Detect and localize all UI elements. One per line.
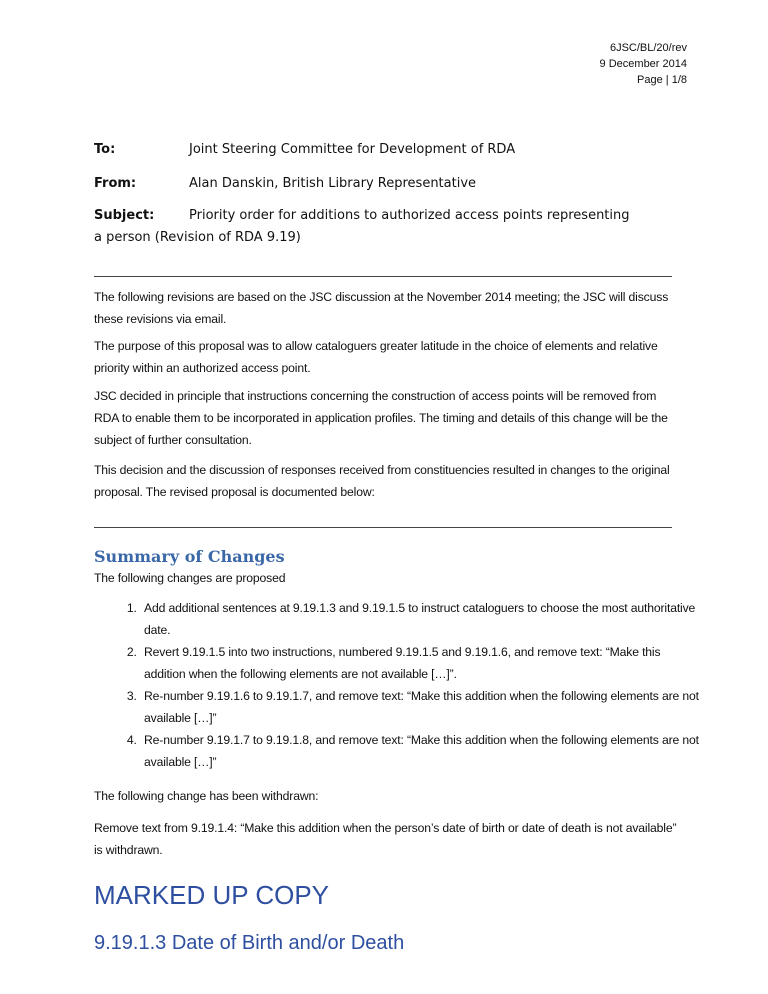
document-date: 9 December 2014 <box>599 58 687 70</box>
list-item: 2. Revert 9.19.1.5 into two instructions, numbered 9.19.1.5 and 9.19.1.6, and remove text: “Make this addition when the following elements are not available […]”. <box>140 641 700 685</box>
changes-list <box>116 597 700 773</box>
paragraph: This decision and the discussion of responses received from constituencies resulted in changes to the original proposal. The revised proposal is documented below: <box>94 463 670 499</box>
divider <box>94 276 672 277</box>
paragraph: The following revisions are based on the JSC discussion at the November 2014 meeting; the JSC will discuss these revisions via email. <box>94 290 669 326</box>
from-label: From: <box>94 176 137 191</box>
paragraph: The purpose of this proposal was to allow cataloguers greater latitude in the choice of elements and relative priority within an authorized access point. <box>94 339 658 375</box>
marked-up-heading: MARKED UP COPY <box>94 880 330 910</box>
list-item: 3. Re-number 9.19.1.6 to 9.19.1.7, and remove text: “Make this addition when the following elements are not available […]” <box>140 685 700 729</box>
to-value: Joint Steering Committee for Development of RDA <box>189 142 516 157</box>
page-number: Page | 1/8 <box>637 74 687 86</box>
list-item: 1. Add additional sentences at 9.19.1.3 and 9.19.1.5 to instruct cataloguers to choose the most authoritative date. <box>140 597 700 641</box>
from-value: Alan Danskin, British Library Representative <box>189 176 477 191</box>
subject-label: Subject: <box>94 208 155 223</box>
section-heading: 9.19.1.3 Date of Birth and/or Death <box>94 932 405 954</box>
divider <box>94 527 672 528</box>
page-header <box>600 40 687 88</box>
subject-value: Priority order for additions to authorized access points representing <box>189 208 630 223</box>
list-item: 4. Re-number 9.19.1.7 to 9.19.1.8, and remove text: “Make this addition when the following elements are not available […]” <box>140 729 700 773</box>
withdrawn-text: Remove text from 9.19.1.4: “Make this addition when the person’s date of birth or date of death is not available” is withdrawn. <box>94 821 677 857</box>
withdrawn-intro: The following change has been withdrawn: <box>94 789 319 803</box>
paragraph: JSC decided in principle that instructions concerning the construction of access points will be removed from RDA to enable them to be incorporated in application profiles. The timing and details of this change will be the subject of further consultation. <box>94 389 668 447</box>
summary-heading: Summary of Changes <box>94 547 285 566</box>
to-label: To: <box>94 142 116 157</box>
subject-value-cont: a person (Revision of RDA 9.19) <box>94 230 301 245</box>
document-reference: 6JSC/BL/20/rev <box>609 42 687 54</box>
summary-intro: The following changes are proposed <box>94 571 286 585</box>
